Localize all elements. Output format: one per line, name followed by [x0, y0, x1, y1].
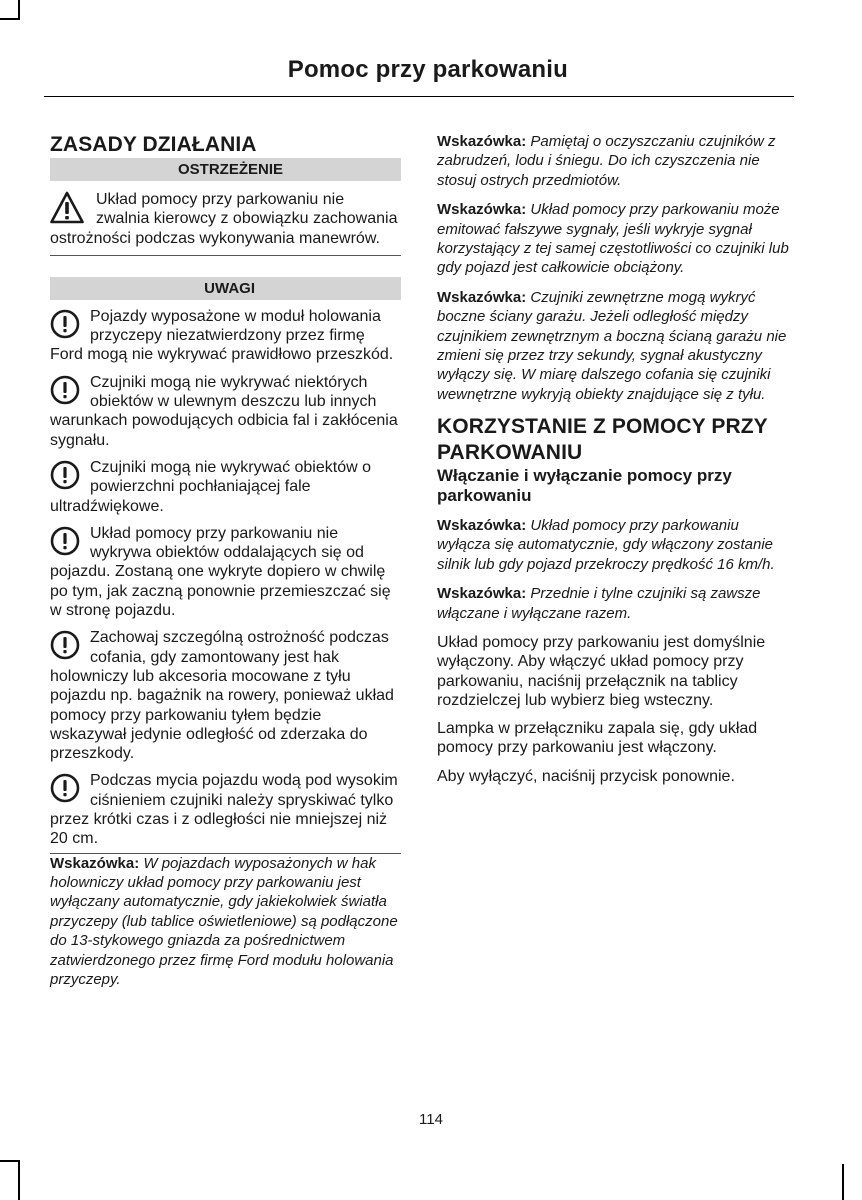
note-text: Podczas mycia pojazdu wodą pod wysokim ciśnieniem czujniki należy spryskiwać tylko przez krótki czas i z odległości nie mniejszej niż 20 cm. [50, 772, 398, 848]
left-column [50, 132, 401, 999]
tip-text: W pojazdach wyposażonych w hak holowniczy układ pomocy przy parkowaniu jest wyłączany automatycznie, gdy jakiekolwiek światła przyczepy (lub tablice oświetleniowe) są podłączone do 13-stykowego gniazda za pośrednictwem zatwierdzonego przez firmę Ford modułu holowania przyczepy. [50, 854, 398, 989]
tip-text: Pamiętaj o oczyszczaniu czujników z zabrudzeń, lodu i śniegu. Do ich czyszczenia nie stosuj ostrych przedmiotów. [437, 133, 776, 189]
crop-mark [18, 1160, 20, 1200]
warning-box [50, 158, 401, 256]
tip-text: Układ pomocy przy parkowaniu wyłącza się automatycznie, gdy włączony zostanie silnik lub gdy pojazd przekroczy prędkość 16 km/h. [437, 516, 775, 573]
warning-item [50, 190, 401, 248]
page-title: Pomoc przy parkowaniu [287, 56, 568, 83]
exclamation-circle-icon [50, 526, 80, 556]
notes-box [50, 277, 401, 854]
body-paragraph: Układ pomocy przy parkowaniu jest domyślnie wyłączony. Aby włączyć układ pomocy przy parkowaniu, naciśnij przełącznik na tablicy rozdzielczej lub wybierz bieg wsteczny. [437, 633, 766, 709]
crop-mark [0, 1160, 20, 1162]
tip-paragraph [437, 200, 789, 278]
section-title-korzystanie: KORZYSTANIE Z POMOCY PRZY PARKOWANIU [437, 415, 768, 465]
tip-label: Wskazówka: [437, 585, 527, 603]
section-title-zasady: ZASADY DZIAŁANIA [50, 133, 257, 156]
note-text: Czujniki mogą nie wykrywać obiektów o powierzchni pochłaniającej fale ultradźwiękowe. [50, 458, 371, 515]
exclamation-circle-icon [50, 630, 80, 660]
warning-text: Układ pomocy przy parkowaniu nie zwalnia kierowcy z obowiązku zachowania ostrożności podczas wykonywania manewrów. [50, 191, 398, 247]
note-item [50, 628, 401, 763]
notes-header: UWAGI [50, 277, 401, 300]
tip-paragraph [437, 516, 789, 574]
note-text: Czujniki mogą nie wykrywać niektórych obiektów w ulewnym deszczu lub innych warunkach powodujących odbicia fal i zakłócenia sygnału. [50, 373, 398, 449]
exclamation-circle-icon [50, 460, 80, 490]
warning-header: OSTRZEŻENIE [50, 158, 401, 181]
note-item [50, 524, 401, 620]
note-item [50, 458, 401, 516]
tip-text: Czujniki zewnętrzne mogą wykryć boczne ściany garażu. Jeżeli odległość między czujnikiem zewnętrznym a boczną ścianą garażu nie zmieni się przez trzy sekundy, sygnał akustyczny wyłączy się. W miarę dalszego cofania się czujniki wewnętrzne wykryją obiekty znajdujące się z tyłu. [437, 288, 787, 403]
tip-label: Wskazówka: [437, 516, 527, 534]
tip-label: Wskazówka: [437, 288, 527, 306]
right-column [437, 132, 789, 795]
exclamation-circle-icon [50, 309, 80, 339]
crop-mark [18, 0, 20, 20]
note-item [50, 307, 401, 365]
exclamation-circle-icon [50, 375, 80, 405]
body-paragraph: Aby wyłączyć, naciśnij przycisk ponownie. [437, 767, 735, 785]
body-paragraph: Lampka w przełączniku zapala się, gdy układ pomocy przy parkowaniu jest włączony. [437, 720, 758, 757]
note-text: Pojazdy wyposażone w moduł holowania przyczepy niezatwierdzony przez firmę Ford mogą nie wykrywać prawidłowo przeszkód. [50, 307, 394, 364]
note-text: Układ pomocy przy parkowaniu nie wykrywa obiektów oddalających się od pojazdu. Zostaną one wykryte dopiero w chwilę po tym, jak zaczną ponownie przemieszczać się w stronę pojazdu. [50, 524, 391, 620]
warning-triangle-icon [50, 191, 84, 225]
exclamation-circle-icon [50, 773, 80, 803]
note-item [50, 373, 401, 450]
crop-mark [0, 18, 20, 20]
tip-label: Wskazówka: [50, 854, 140, 872]
warning-bottom-rule [50, 255, 401, 256]
subsection-title: Włączanie i wyłączanie pomocy przy parkowaniu [437, 466, 732, 505]
note-item [50, 771, 401, 848]
tip-label: Wskazówka: [437, 201, 527, 219]
tip-paragraph [437, 288, 789, 404]
tip-text: Układ pomocy przy parkowaniu może emitować fałszywe sygnały, jeśli wykryje sygnał korzystający z tej samej częstotliwości co czujniki lub gdy pojazd jest całkowicie obciążony. [437, 201, 789, 277]
page-number: 114 [419, 1111, 443, 1128]
tip-label: Wskazówka: [437, 133, 527, 150]
tip-paragraph [437, 584, 789, 623]
note-text: Zachowaj szczególną ostrożność podczas cofania, gdy zamontowany jest hak holowniczy lub akcesoria mocowane z tyłu pojazdu np. bagażnik na rowery, ponieważ układ pomocy przy parkowaniu tyłem będzie wskazywał jedynie odległość od zderzaka do przeszkody. [50, 629, 394, 763]
tip-paragraph [437, 132, 789, 190]
title-divider [44, 96, 794, 97]
tip-text: Przednie i tylne czujniki są zawsze włączane i wyłączane razem. [437, 585, 761, 622]
crop-mark [842, 1164, 844, 1200]
tip-paragraph [50, 854, 401, 990]
